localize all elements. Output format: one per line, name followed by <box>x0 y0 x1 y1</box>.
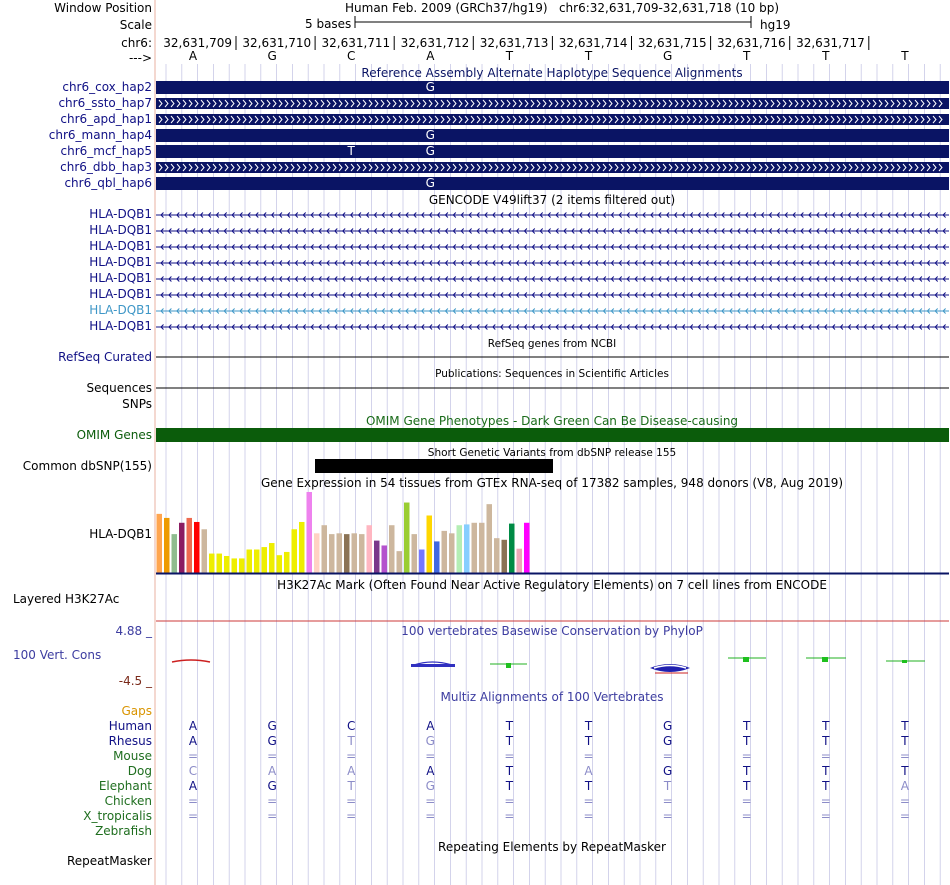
gtex-label[interactable]: HLA-DQB1 <box>89 527 152 541</box>
coordinate-label: 32,631,714 <box>558 36 628 50</box>
gtex-tissue-bar <box>427 515 433 573</box>
gtex-tissue-bar <box>307 492 313 573</box>
multiz-species-label: Dog <box>127 764 152 778</box>
gtex-tissue-bar <box>517 549 523 573</box>
multiz-base: A <box>426 764 435 778</box>
gtex-tissue-bar <box>247 550 253 573</box>
conservation-max-label: 4.88 _ <box>115 624 152 638</box>
multiz-track-title[interactable]: Multiz Alignments of 100 Vertebrates <box>440 690 664 704</box>
multiz-base: = <box>504 794 515 808</box>
dbsnp-variant-bar <box>315 459 553 473</box>
gencode-transcript-label[interactable]: HLA-DQB1 <box>89 303 152 317</box>
multiz-base: T <box>347 734 355 748</box>
multiz-base: T <box>901 764 909 778</box>
coordinate-label: 32,631,712 <box>400 36 470 50</box>
multiz-base: = <box>899 749 910 763</box>
multiz-base: = <box>662 794 673 808</box>
gencode-track-title[interactable]: GENCODE V49lift37 (2 items filtered out) <box>428 193 676 207</box>
gtex-tissue-bar <box>284 552 290 573</box>
alt-haplotype-bar <box>156 129 949 142</box>
multiz-base: G <box>662 719 673 733</box>
multiz-base: T <box>584 779 593 793</box>
multiz-base: A <box>188 719 198 733</box>
multiz-base: = <box>583 749 594 763</box>
gtex-tissue-bar <box>404 503 410 573</box>
conservation-logo-A <box>172 660 210 662</box>
publications-track-title[interactable]: Publications: Sequences in Scientific Articles <box>435 368 669 380</box>
multiz-base: T <box>505 719 514 733</box>
multiz-base: T <box>743 764 751 778</box>
alt-haplotype-bar <box>156 81 949 94</box>
multiz-base: G <box>662 734 673 748</box>
alt-haplotype-track-title[interactable]: Reference Assembly Alternate Haplotype Sequence Alignments <box>361 66 743 80</box>
alt-haplotype-label[interactable]: chr6_qbl_hap6 <box>64 176 152 190</box>
multiz-base: T <box>584 734 593 748</box>
multiz-species-label: X_tropicalis <box>83 809 152 823</box>
base-letter: T <box>822 49 830 63</box>
gtex-tissue-bar <box>269 543 275 573</box>
multiz-base: = <box>187 794 199 808</box>
coordinate-label: 32,631,709 <box>163 36 232 50</box>
multiz-base: C <box>346 719 356 733</box>
gtex-tissue-bar <box>194 522 200 573</box>
multiz-base: = <box>899 794 910 808</box>
multiz-base: = <box>187 809 199 823</box>
multiz-species-label: Elephant <box>98 779 152 793</box>
gaps-label: Gaps <box>121 704 152 718</box>
multiz-base: T <box>743 734 751 748</box>
gtex-tissue-bar <box>352 533 358 573</box>
multiz-species-label: Rhesus <box>108 734 152 748</box>
gtex-tissue-bar <box>239 558 245 573</box>
gtex-tissue-bar <box>314 533 320 573</box>
multiz-base: T <box>743 719 751 733</box>
multiz-base: = <box>267 749 278 763</box>
gencode-transcript-label[interactable]: HLA-DQB1 <box>89 239 152 253</box>
gtex-tissue-bar <box>359 534 365 573</box>
alt-haplotype-bar <box>156 177 949 190</box>
multiz-base: = <box>741 809 752 823</box>
refseq-label[interactable]: RefSeq Curated <box>58 350 152 364</box>
base-letter: G <box>662 49 673 63</box>
multiz-base: A <box>900 779 909 793</box>
h3k27ac-label[interactable]: Layered H3K27Ac <box>13 592 120 606</box>
gencode-transcript-label[interactable]: HLA-DQB1 <box>89 255 152 269</box>
multiz-base: = <box>741 749 752 763</box>
gtex-tissue-bar <box>157 514 163 573</box>
multiz-base: C <box>188 764 198 778</box>
multiz-base: G <box>425 779 435 793</box>
multiz-base: A <box>188 734 198 748</box>
alt-haplotype-mismatch: G <box>425 80 435 94</box>
multiz-base: A <box>584 764 593 778</box>
conservation-min-label: -4.5 _ <box>118 674 152 688</box>
omim-gene-bar <box>156 428 949 442</box>
gtex-tissue-bar <box>442 531 448 573</box>
omim-label[interactable]: OMIM Genes <box>76 428 152 442</box>
multiz-base: G <box>267 719 277 733</box>
multiz-base: = <box>346 749 357 763</box>
conservation-logo-T <box>822 657 828 662</box>
gencode-transcript-label[interactable]: HLA-DQB1 <box>89 319 152 333</box>
multiz-species-label: Mouse <box>113 749 152 763</box>
coordinate-label: 32,631,717 <box>796 36 865 50</box>
alt-haplotype-label[interactable]: chr6_mcf_hap5 <box>60 144 152 158</box>
gtex-tissue-bar <box>397 551 403 573</box>
gtex-tissue-bar <box>389 525 395 573</box>
coordinate-label: 32,631,713 <box>479 36 549 50</box>
gtex-tissue-bar <box>262 547 268 573</box>
scale-assembly: hg19 <box>760 18 791 32</box>
gtex-tissue-bar <box>209 554 215 573</box>
gtex-tissue-bar <box>224 556 230 573</box>
gtex-tissue-bar <box>337 533 343 573</box>
multiz-species-label: Human <box>108 719 152 733</box>
gencode-transcript-label[interactable]: HLA-DQB1 <box>89 207 152 221</box>
publications-label[interactable]: Sequences <box>86 381 152 395</box>
multiz-base: = <box>346 794 357 808</box>
alt-haplotype-label[interactable]: chr6_ssto_hap7 <box>58 96 152 110</box>
base-letter: A <box>426 49 435 63</box>
gtex-tissue-bar <box>502 540 508 573</box>
gencode-transcript-label[interactable]: HLA-DQB1 <box>89 223 152 237</box>
gtex-tissue-bar <box>367 525 373 573</box>
gtex-tissue-bar <box>202 529 208 573</box>
multiz-base: = <box>425 794 436 808</box>
scale-text: 5 bases <box>305 17 352 31</box>
gtex-tissue-bar <box>509 524 515 573</box>
multiz-base: = <box>504 809 515 823</box>
gtex-tissue-bar <box>217 554 223 573</box>
refseq-track-title[interactable]: RefSeq genes from NCBI <box>487 338 617 350</box>
gtex-tissue-bar <box>464 524 470 573</box>
coordinate-label: 32,631,710 <box>242 36 312 50</box>
coordinate-label: 32,631,711 <box>321 36 391 50</box>
multiz-base: G <box>425 734 435 748</box>
h3k27ac-track-title[interactable]: H3K27Ac Mark (Often Found Near Active Regulatory Elements) on 7 cell lines from ENCODE <box>277 578 827 592</box>
conservation-logo-T <box>902 660 907 663</box>
multiz-base: T <box>505 779 514 793</box>
chrom-label: chr6: <box>121 36 152 50</box>
repeatmasker-label[interactable]: RepeatMasker <box>66 854 152 868</box>
coordinate-label: 32,631,716 <box>716 36 786 50</box>
multiz-base: = <box>346 809 357 823</box>
gtex-tissue-bar <box>449 533 455 573</box>
multiz-base: T <box>822 734 830 748</box>
omim-track-title[interactable]: OMIM Gene Phenotypes - Dark Green Can Be Disease-causing <box>365 414 739 428</box>
gtex-tissue-bar <box>487 504 493 573</box>
gtex-tissue-bar <box>277 555 283 573</box>
multiz-base: A <box>426 719 435 733</box>
alt-haplotype-label[interactable]: chr6_dbb_hap3 <box>60 160 152 174</box>
multiz-base: G <box>267 734 277 748</box>
multiz-base: = <box>820 749 831 763</box>
base-letter: A <box>188 49 198 63</box>
gtex-tissue-bar <box>374 541 380 573</box>
multiz-base: = <box>187 749 199 763</box>
alt-haplotype-label[interactable]: chr6_cox_hap2 <box>62 80 152 94</box>
gtex-tissue-bar <box>292 529 298 573</box>
repeatmasker-track-title[interactable]: Repeating Elements by RepeatMasker <box>438 840 666 854</box>
multiz-species-label: Zebrafish <box>95 824 152 838</box>
alt-haplotype-mismatch: G <box>425 128 435 142</box>
strand-label: ---> <box>128 51 152 65</box>
base-letter: T <box>743 49 751 63</box>
conservation-track-title[interactable]: 100 vertebrates Basewise Conservation by PhyloP <box>401 624 703 638</box>
alt-haplotype-mismatch: T <box>347 144 355 158</box>
multiz-base: = <box>583 794 594 808</box>
multiz-base: T <box>901 719 909 733</box>
gtex-tissue-bar <box>419 550 425 573</box>
multiz-base: T <box>822 764 830 778</box>
alt-haplotype-mismatch: G <box>425 144 435 158</box>
multiz-base: T <box>901 734 909 748</box>
multiz-base: = <box>425 809 436 823</box>
alt-haplotype-mismatch: G <box>425 176 435 190</box>
multiz-base: = <box>662 749 673 763</box>
gtex-tissue-bar <box>524 523 530 573</box>
multiz-base: = <box>504 749 515 763</box>
alt-haplotype-bar <box>156 145 949 158</box>
multiz-base: T <box>743 779 751 793</box>
gtex-tissue-bar <box>322 525 328 573</box>
multiz-base: A <box>267 764 277 778</box>
multiz-base: G <box>267 779 277 793</box>
gtex-tissue-bar <box>457 525 463 573</box>
gtex-tissue-bar <box>164 518 170 573</box>
base-letter: T <box>505 49 514 63</box>
gtex-tissue-bar <box>232 558 238 573</box>
multiz-base: = <box>741 794 752 808</box>
multiz-base: T <box>505 734 514 748</box>
multiz-base: A <box>347 764 356 778</box>
conservation-label[interactable]: 100 Vert. Cons <box>13 648 102 662</box>
scale-label: Scale <box>119 18 152 32</box>
gtex-tissue-bar <box>412 534 418 573</box>
dbsnp-label[interactable]: Common dbSNP(155) <box>22 459 152 473</box>
multiz-base: T <box>663 779 672 793</box>
gtex-tissue-bar <box>479 523 485 573</box>
base-letter: T <box>584 49 593 63</box>
gtex-tissue-bar <box>472 523 478 573</box>
base-letter: C <box>346 49 356 63</box>
alt-haplotype-label[interactable]: chr6_mann_hap4 <box>48 128 152 142</box>
gtex-tissue-bar <box>434 541 440 573</box>
multiz-base: T <box>822 719 830 733</box>
multiz-base: = <box>662 809 673 823</box>
gtex-tissue-bar <box>344 534 350 573</box>
base-letter: G <box>267 49 277 63</box>
multiz-species-label: Chicken <box>104 794 152 808</box>
multiz-base: = <box>583 809 594 823</box>
coordinate-label: 32,631,715 <box>637 36 707 50</box>
conservation-logo-T <box>743 657 749 662</box>
multiz-base: = <box>267 809 278 823</box>
gtex-track-title[interactable]: Gene Expression in 54 tissues from GTEx RNA-seq of 17382 samples, 948 donors (V8, Aug 2019) <box>260 476 844 490</box>
snps-label[interactable]: SNPs <box>122 397 152 411</box>
multiz-base: = <box>820 794 831 808</box>
gtex-tissue-bar <box>299 522 305 573</box>
multiz-base: = <box>899 809 910 823</box>
multiz-base: = <box>425 749 436 763</box>
alt-haplotype-label[interactable]: chr6_apd_hap1 <box>60 112 152 126</box>
base-letter: T <box>901 49 909 63</box>
multiz-base: = <box>820 809 831 823</box>
gtex-tissue-bar <box>382 545 388 573</box>
conservation-logo-T <box>506 663 511 668</box>
multiz-base: = <box>267 794 278 808</box>
gtex-tissue-bar <box>179 523 185 573</box>
gtex-tissue-bar <box>254 550 260 573</box>
multiz-base: T <box>584 719 593 733</box>
gtex-tissue-bar <box>329 534 335 573</box>
multiz-base: T <box>822 779 830 793</box>
multiz-base: A <box>188 779 198 793</box>
gtex-tissue-bar <box>172 534 178 573</box>
multiz-base: T <box>505 764 514 778</box>
gencode-transcript-label[interactable]: HLA-DQB1 <box>89 287 152 301</box>
window-position-value[interactable]: Human Feb. 2009 (GRCh37/hg19) chr6:32,631,709-32,631,718 (10 bp) <box>345 1 780 15</box>
dbsnp-track-title[interactable]: Short Genetic Variants from dbSNP release 155 <box>427 447 677 459</box>
gtex-tissue-bar <box>187 518 193 573</box>
multiz-base: G <box>662 764 673 778</box>
multiz-base: T <box>347 779 355 793</box>
window-position-label: Window Position <box>54 1 152 15</box>
gtex-tissue-bar <box>494 538 500 573</box>
gencode-transcript-label[interactable]: HLA-DQB1 <box>89 271 152 285</box>
